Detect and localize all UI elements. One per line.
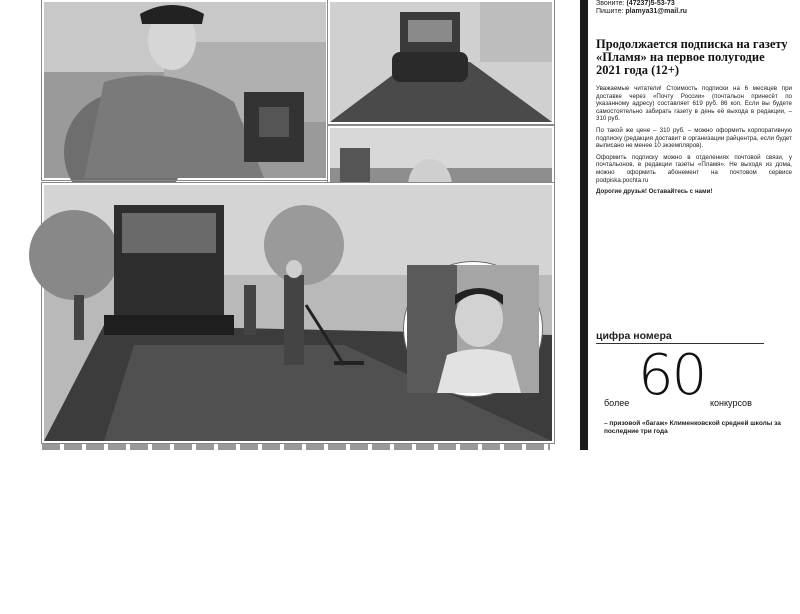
issue-figure-heading: цифра номера [596,330,672,342]
photo-credit: Фото Григория КОНШИНА [94,608,171,614]
issue-figure-unit: конкурсов [710,398,752,408]
subscription-paragraph: Оформить подписку можно в отделениях почтовой связи, у почтальонов, в редакции газеты «Пламя». Не выходя из дома, можно оформить абонемент на почтовом сервисе podpiska.pochta.ru [596,153,792,184]
article-text-fragment [42,444,550,450]
issue-figure-description: – призовой «багаж» Клименковской средней школы за последние три года [604,420,781,435]
subscription-paragraph: Уважаемые читатели! Стоимость подписки на 6 месяцев при доставке через «Почту России» (почтальон принесёт по указанному адресу) составляет 619 руб. 86 коп. Если вы будете самостоятельно забирать газету в день её выхода в редакции, – 310 руб. [596,85,792,123]
issue-figure-prefix: более [604,398,630,408]
contact-email-value: plamya31@mail.ru [625,8,688,15]
photo-road-roller [328,0,554,124]
column-divider [580,0,588,450]
contact-phone-label: Звоните: [596,0,625,7]
subscription-closing: Дорогие друзья! Оставайтесь с нами! [596,188,713,196]
photo-road-worker-portrait [42,0,328,180]
contact-email [596,8,792,16]
subscription-paragraph: По такой же цене – 310 руб. – можно оформить корпоративную подписку (редакция доставит в организации райцентра, если будет выписано не менее 10 экземпляров). [596,126,792,150]
contact-phone [596,0,792,8]
contact-phone-value: (47237)5-53-73 [626,0,675,7]
contact-info [596,0,792,16]
subscription-body [596,85,792,196]
photo-smiling-worker-inset [404,262,542,396]
contact-email-label: Пишите: [596,8,624,15]
issue-figure-number: 60 [638,343,706,408]
subscription-title: Продолжается подписка на газету «Пламя» на первое полугодие 2021 года (12+) [596,37,788,77]
sidebar [596,0,792,450]
